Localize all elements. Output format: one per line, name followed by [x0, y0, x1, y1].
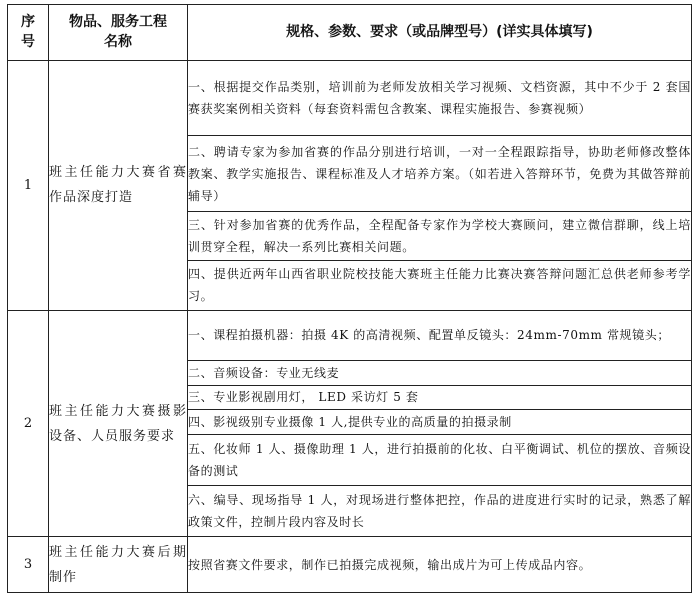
requirement-cell: 五、化妆师 1 人、摄像助理 1 人，进行拍摄前的化妆、白平衡调试、机位的摆放、音频设备的测试 [188, 435, 692, 486]
requirement-cell: 一、课程拍摄机器：拍摄 4K 的高清视频、配置单反镜头：24mm-70mm 常规镜头； [188, 311, 692, 361]
requirement-cell: 三、专业影视剧用灯， LED 采访灯 5 套 [188, 385, 692, 409]
table-row [8, 60, 692, 136]
item-name: 班主任能力大赛省赛作品深度打造 [49, 60, 188, 311]
requirement-cell: 一、根据提交作品类别，培训前为老师发放相关学习视频、文档资源，其中不少于 2 套国赛获奖案例相关资料（每套资料需包含教案、课程实施报告、参赛视频） [188, 60, 692, 136]
requirements-table [7, 4, 692, 593]
requirement-cell: 按照省赛文件要求，制作已拍摄完成视频，输出成片为可上传成品内容。 [188, 537, 692, 593]
header-item [49, 5, 188, 61]
header-spec: 规格、参数、要求（或品牌型号）(详实具体填写) [188, 5, 692, 61]
requirement-cell: 四、提供近两年山西省职业院校技能大赛班主任能力比赛决赛答辩问题汇总供老师参考学习。 [188, 260, 692, 311]
row-number: 2 [8, 311, 49, 537]
header-item-line2: 名称 [104, 34, 132, 51]
requirement-cell: 六、编导、现场指导 1 人，对现场进行整体把控，作品的进度进行实时的记录，熟悉了解政策文件，控制片段内容及时长 [188, 485, 692, 537]
table-row [8, 311, 692, 361]
row-number: 3 [8, 537, 49, 593]
requirement-cell: 二、音频设备：专业无线麦 [188, 360, 692, 385]
table-row [8, 537, 692, 593]
header-item-line1: 物品、服务工程 [69, 14, 167, 31]
header-seq [8, 5, 49, 61]
requirement-cell: 四、影视级别专业摄像 1 人,提供专业的高质量的拍摄录制 [188, 410, 692, 435]
requirement-cell: 二、聘请专家为参加省赛的作品分别进行培训，一对一全程跟踪指导，协助老师修改整体教案、教学实施报告、课程标准及人才培养方案。（如若进入答辩环节，免费为其做答辩前辅导） [188, 136, 692, 212]
header-seq-line1: 序 [21, 14, 35, 31]
requirement-cell: 三、针对参加省赛的优秀作品，全程配备专家作为学校大赛顾问，建立微信群聊，线上培训贯穿全程，解决一系列比赛相关问题。 [188, 212, 692, 260]
item-name: 班主任能力大赛摄影设备、人员服务要求 [49, 311, 188, 537]
header-row [8, 5, 692, 61]
row-number: 1 [8, 60, 49, 311]
header-seq-line2: 号 [21, 34, 35, 51]
item-name: 班主任能力大赛后期制作 [49, 537, 188, 593]
